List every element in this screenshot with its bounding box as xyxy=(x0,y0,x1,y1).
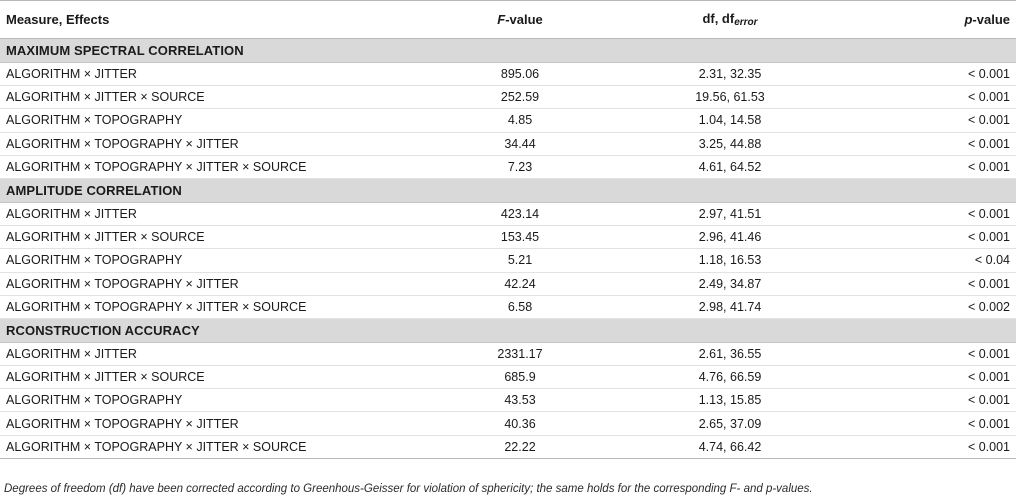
effect-cell: ALGORITHM × TOPOGRAPHY × JITTER × SOURCE xyxy=(0,435,400,458)
section-header-row xyxy=(0,318,1016,342)
table-row xyxy=(0,412,1016,435)
table-row xyxy=(0,132,1016,155)
df-cell: 2.61, 36.55 xyxy=(640,342,820,365)
table-row xyxy=(0,435,1016,458)
table-row xyxy=(0,86,1016,109)
pvalue-cell: < 0.001 xyxy=(820,435,1016,458)
section-title: RCONSTRUCTION ACCURACY xyxy=(0,318,1016,342)
pvalue-cell: < 0.001 xyxy=(820,155,1016,178)
effect-cell: ALGORITHM × TOPOGRAPHY × JITTER xyxy=(0,272,400,295)
df-cell: 2.49, 34.87 xyxy=(640,272,820,295)
effect-cell: ALGORITHM × TOPOGRAPHY × JITTER xyxy=(0,132,400,155)
fvalue-cell: 34.44 xyxy=(400,132,640,155)
fvalue-cell: 40.36 xyxy=(400,412,640,435)
fvalue-cell: 153.45 xyxy=(400,226,640,249)
effect-cell: ALGORITHM × TOPOGRAPHY × JITTER × SOURCE xyxy=(0,295,400,318)
header-df-main: df, df xyxy=(702,11,735,26)
table-row xyxy=(0,272,1016,295)
header-fvalue-italic: F xyxy=(497,12,506,27)
df-cell: 2.97, 41.51 xyxy=(640,202,820,225)
table-row xyxy=(0,249,1016,272)
pvalue-cell: < 0.001 xyxy=(820,63,1016,86)
pvalue-cell: < 0.001 xyxy=(820,109,1016,132)
table-header xyxy=(0,1,1016,39)
df-cell: 1.18, 16.53 xyxy=(640,249,820,272)
df-cell: 19.56, 61.53 xyxy=(640,86,820,109)
pvalue-cell: < 0.001 xyxy=(820,272,1016,295)
fvalue-cell: 7.23 xyxy=(400,155,640,178)
header-fvalue-rest: -value xyxy=(505,12,543,27)
pvalue-cell: < 0.001 xyxy=(820,132,1016,155)
fvalue-cell: 4.85 xyxy=(400,109,640,132)
table-row xyxy=(0,389,1016,412)
fvalue-cell: 685.9 xyxy=(400,366,640,389)
effect-cell: ALGORITHM × TOPOGRAPHY × JITTER × SOURCE xyxy=(0,155,400,178)
df-cell: 3.25, 44.88 xyxy=(640,132,820,155)
df-cell: 2.31, 32.35 xyxy=(640,63,820,86)
effect-cell: ALGORITHM × TOPOGRAPHY xyxy=(0,389,400,412)
effect-cell: ALGORITHM × TOPOGRAPHY xyxy=(0,249,400,272)
header-measure: Measure, Effects xyxy=(0,1,400,39)
effect-cell: ALGORITHM × TOPOGRAPHY xyxy=(0,109,400,132)
pvalue-cell: < 0.001 xyxy=(820,342,1016,365)
fvalue-cell: 252.59 xyxy=(400,86,640,109)
table-row xyxy=(0,226,1016,249)
fvalue-cell: 22.22 xyxy=(400,435,640,458)
effect-cell: ALGORITHM × JITTER × SOURCE xyxy=(0,86,400,109)
pvalue-cell: < 0.001 xyxy=(820,86,1016,109)
df-cell: 4.61, 64.52 xyxy=(640,155,820,178)
df-cell: 4.74, 66.42 xyxy=(640,435,820,458)
section-title: AMPLITUDE CORRELATION xyxy=(0,178,1016,202)
pvalue-cell: < 0.001 xyxy=(820,412,1016,435)
table-row xyxy=(0,109,1016,132)
df-cell: 4.76, 66.59 xyxy=(640,366,820,389)
fvalue-cell: 423.14 xyxy=(400,202,640,225)
table-footnote: Degrees of freedom (df) have been corrected according to Greenhous-Geisser for violation of sphericity; the same holds for the corresponding F- and p-values. xyxy=(4,483,813,495)
effect-cell: ALGORITHM × JITTER xyxy=(0,342,400,365)
section-title: MAXIMUM SPECTRAL CORRELATION xyxy=(0,39,1016,63)
fvalue-cell: 6.58 xyxy=(400,295,640,318)
pvalue-cell: < 0.002 xyxy=(820,295,1016,318)
df-cell: 2.96, 41.46 xyxy=(640,226,820,249)
header-df xyxy=(640,1,820,39)
section-header-row xyxy=(0,178,1016,202)
effect-cell: ALGORITHM × JITTER xyxy=(0,63,400,86)
pvalue-cell: < 0.04 xyxy=(820,249,1016,272)
df-cell: 1.13, 15.85 xyxy=(640,389,820,412)
effect-cell: ALGORITHM × JITTER × SOURCE xyxy=(0,226,400,249)
header-pvalue-italic: p xyxy=(964,12,973,27)
table-row xyxy=(0,63,1016,86)
fvalue-cell: 42.24 xyxy=(400,272,640,295)
header-row xyxy=(0,1,1016,39)
table-body xyxy=(0,39,1016,459)
df-cell: 1.04, 14.58 xyxy=(640,109,820,132)
fvalue-cell: 43.53 xyxy=(400,389,640,412)
table-row xyxy=(0,342,1016,365)
header-fvalue xyxy=(400,1,640,39)
df-cell: 2.65, 37.09 xyxy=(640,412,820,435)
pvalue-cell: < 0.001 xyxy=(820,389,1016,412)
fvalue-cell: 5.21 xyxy=(400,249,640,272)
pvalue-cell: < 0.001 xyxy=(820,226,1016,249)
fvalue-cell: 895.06 xyxy=(400,63,640,86)
section-header-row xyxy=(0,39,1016,63)
pvalue-cell: < 0.001 xyxy=(820,366,1016,389)
header-pvalue-rest: -value xyxy=(972,12,1010,27)
header-pvalue xyxy=(820,1,1016,39)
table-row xyxy=(0,366,1016,389)
pvalue-cell: < 0.001 xyxy=(820,202,1016,225)
table-row xyxy=(0,295,1016,318)
fvalue-cell: 2331.17 xyxy=(400,342,640,365)
effect-cell: ALGORITHM × JITTER xyxy=(0,202,400,225)
table-row xyxy=(0,155,1016,178)
effect-cell: ALGORITHM × TOPOGRAPHY × JITTER xyxy=(0,412,400,435)
df-cell: 2.98, 41.74 xyxy=(640,295,820,318)
effect-cell: ALGORITHM × JITTER × SOURCE xyxy=(0,366,400,389)
header-df-sub: error xyxy=(734,17,758,28)
table-row xyxy=(0,202,1016,225)
